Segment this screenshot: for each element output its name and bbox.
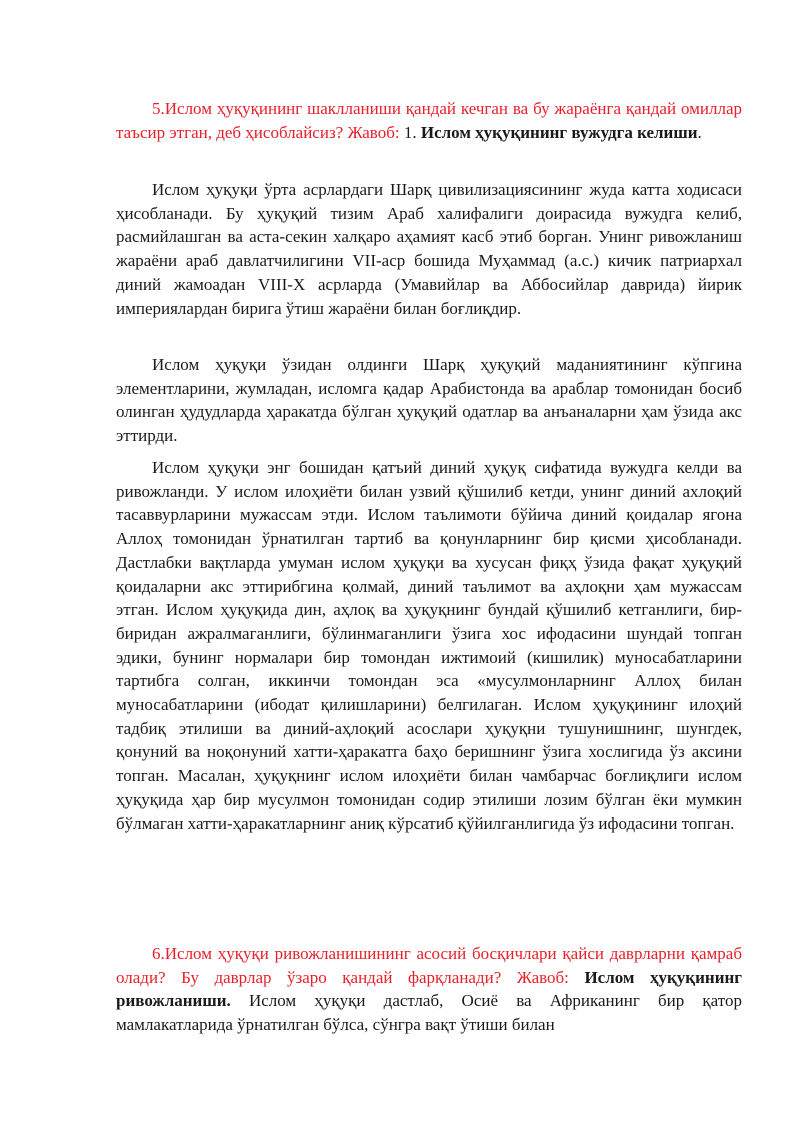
body-paragraph: Ислом ҳуқуқи ўзидан олдинги Шарқ ҳуқуқий маданиятининг кўпгина элементларини, жумладан, исломга қадар Арабистонда ва араблар томонидан босиб олинган ҳудудларда ҳаракатда бўлган ҳуқуқий одатлар ва анъаналарни ҳам ўзида акс эттирди.	[116, 355, 742, 446]
question-5-block	[116, 97, 742, 144]
question-5-paragraph	[116, 97, 742, 144]
section-heading-1: Ислом ҳуқуқининг вужудга келиши	[420, 122, 698, 142]
body-paragraph-3-block	[116, 456, 742, 835]
answer-number: 1.	[399, 122, 421, 142]
question-6-paragraph	[116, 942, 742, 1037]
body-paragraph: Ислом ҳуқуқи ўрта асрлардаги Шарқ цивилизациясининг жуда катта ходисаси ҳисобланади. Бу ҳуқуқий тизим Араб халифалиги доирасида вужудга келиб, расмийлашган ва аста-секин халқаро аҳамият касб этиб борган. Унинг ривожланиш жараёни араб давлатчилигини VII-аср бошида Муҳаммад (а.с.) кичик патриархал диний жамоадан VIII-X асрларда (Умавийлар ва Аббосийлар даврида) йирик империялардан бирига ўтиш жараёни билан боғлиқдир.	[116, 180, 742, 318]
question-5-text: 5.Ислом ҳуқуқининг шаклланиши қандай кечган ва бу жараёнга қандай омиллар таъсир этган, деб ҳисоблайсиз? Жавоб:	[116, 99, 742, 142]
body-paragraph-1-block	[116, 178, 742, 320]
question-6-block	[116, 942, 742, 1037]
question-6-answer-text: Ислом ҳуқуқи дастлаб, Осиё ва Африканинг бир қатор мамлакатларида ўрнатилган бўлса, сўнгра вақт ўтиши билан	[116, 991, 742, 1035]
heading-period: .	[697, 122, 702, 142]
question-6-text: 6.Ислом ҳуқуқи ривожланишининг асосий босқичлари қайси даврларни қамраб олади? Бу даврлар ўзаро қандай фарқланади? Жавоб:	[116, 944, 742, 987]
section-heading-2: Ислом ҳуқуқининг ривожланиши.	[116, 967, 743, 1011]
body-paragraph: Ислом ҳуқуқи энг бошидан қатъий диний ҳуқуқ сифатида вужудга келди ва ривожланди. У ислом илоҳиёти билан узвий қўшилиб кетди, унинг диний ахлоқий тасаввурларини мужассам этди. Ислом таълимоти бўйича диний қоидалар ягона Аллоҳ томонидан ўрнатилган тартиб ва қонунларнинг бир қисми ҳисобланади. Дастлабки вақтларда умуман ислом ҳуқуқи ва хусусан фиқҳ ўзида фақат ҳуқуқий қоидаларни акс эттирибгина қолмай, диний таълимот ва аҳлоқни ҳам мужассам этган. Ислом ҳуқуқида дин, аҳлоқ ва ҳуқуқнинг бундай қўшилиб кетганлиги, бир-биридан ажралмаганлиги, бўлинмаганлиги ўзига хос ифодасини шундай топган эдики, бунинг нормалари бир томондан ижтимоий (кишилик) муносабатларини тартибга солган, иккинчи томондан эса «мусулмонларнинг Аллоҳ билан муносабатларини (ибодат қилишларини) белгилаган. Ислом ҳуқуқининг илоҳий тадбиқ этилиши ва диний-аҳлоқий асослари ҳуқуқни тушунишнинг, шунгдек, қонуний ва ноқонуний хатти-ҳаракатга баҳо беришнинг ўзига хослигида ўз аксини топган. Масалан, ҳуқуқнинг ислом илоҳиёти билан чамбарчас боғлиқлиги ислом ҳуқуқида ҳар бир мусулмон томонидан содир этилиши лозим бўлган ёки мумкин бўлмаган хатти-ҳаракатларнинг аниқ кўрсатиб қўйилганлигида ўз ифодасини топган.	[116, 458, 742, 833]
body-paragraph-2-block	[116, 353, 742, 448]
